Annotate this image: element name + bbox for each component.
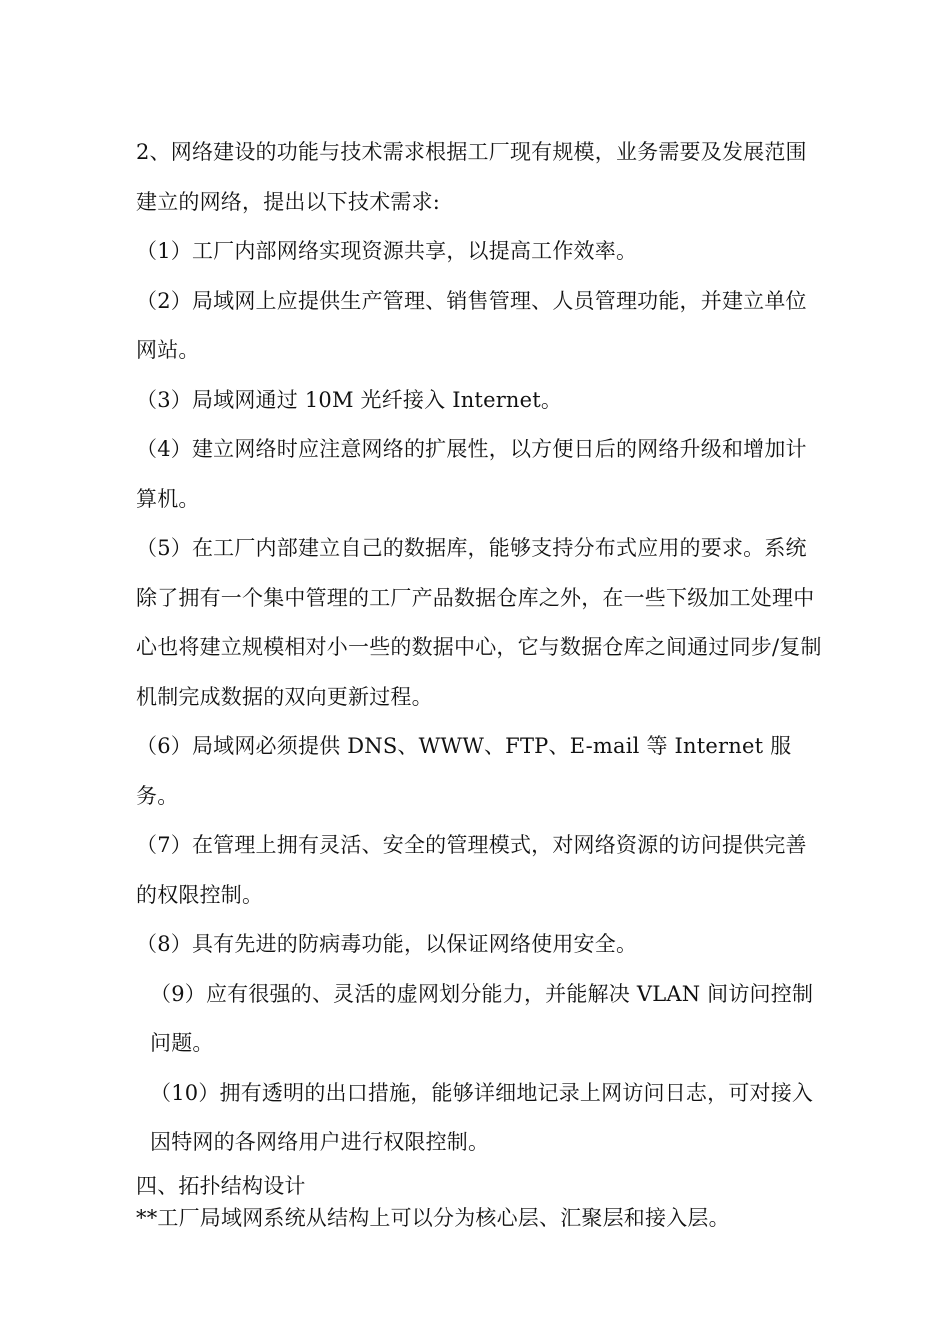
paragraph-item-4: （4）建立网络时应注意网络的扩展性，以方便日后的网络升级和增加计算机。 (136, 437, 807, 511)
paragraph-item-2: （2）局域网上应提供生产管理、销售管理、人员管理功能，并建立单位网站。 (136, 288, 807, 362)
section-intro: **工厂局域网系统从结构上可以分为核心层、汇聚层和接入层。 (136, 1205, 730, 1230)
paragraph-item-6: （6）局域网必须提供 DNS、WWW、FTP、E-mail 等 Internet 服务。 (136, 734, 792, 808)
paragraph-item-7: （7）在管理上拥有灵活、安全的管理模式，对网络资源的访问提供完善的权限控制。 (136, 833, 807, 907)
paragraph-item-5: （5）在工厂内部建立自己的数据库，能够支持分布式应用的要求。系统除了拥有一个集中管理的工厂产品数据仓库之外，在一些下级加工处理中心也将建立规模相对小一些的数据中心，它与数据仓库之间通过同步/复制机制完成数据的双向更新过程。 (136, 536, 822, 709)
paragraph-requirements-intro: 2、网络建设的功能与技术需求根据工厂现有规模，业务需要及发展范围建立的网络，提出以下技术需求: (136, 140, 807, 214)
document-page (136, 128, 826, 1234)
paragraph-item-9: （9）应有很强的、灵活的虚网划分能力，并能解决 VLAN 间访问控制问题。 (150, 981, 814, 1055)
paragraph-item-3: （3）局域网通过 10M 光纤接入 Internet。 (136, 387, 563, 412)
paragraph-item-8: （8）具有先进的防病毒功能，以保证网络使用安全。 (136, 932, 638, 956)
paragraph-item-10: （10）拥有透明的出口措施，能够详细地记录上网访问日志，可对接入因特网的各网络用户进行权限控制。 (150, 1080, 814, 1154)
paragraph-item-1: （1）工厂内部网络实现资源共享，以提高工作效率。 (136, 239, 638, 263)
section-heading: 四、拓扑结构设计 (136, 1173, 306, 1198)
